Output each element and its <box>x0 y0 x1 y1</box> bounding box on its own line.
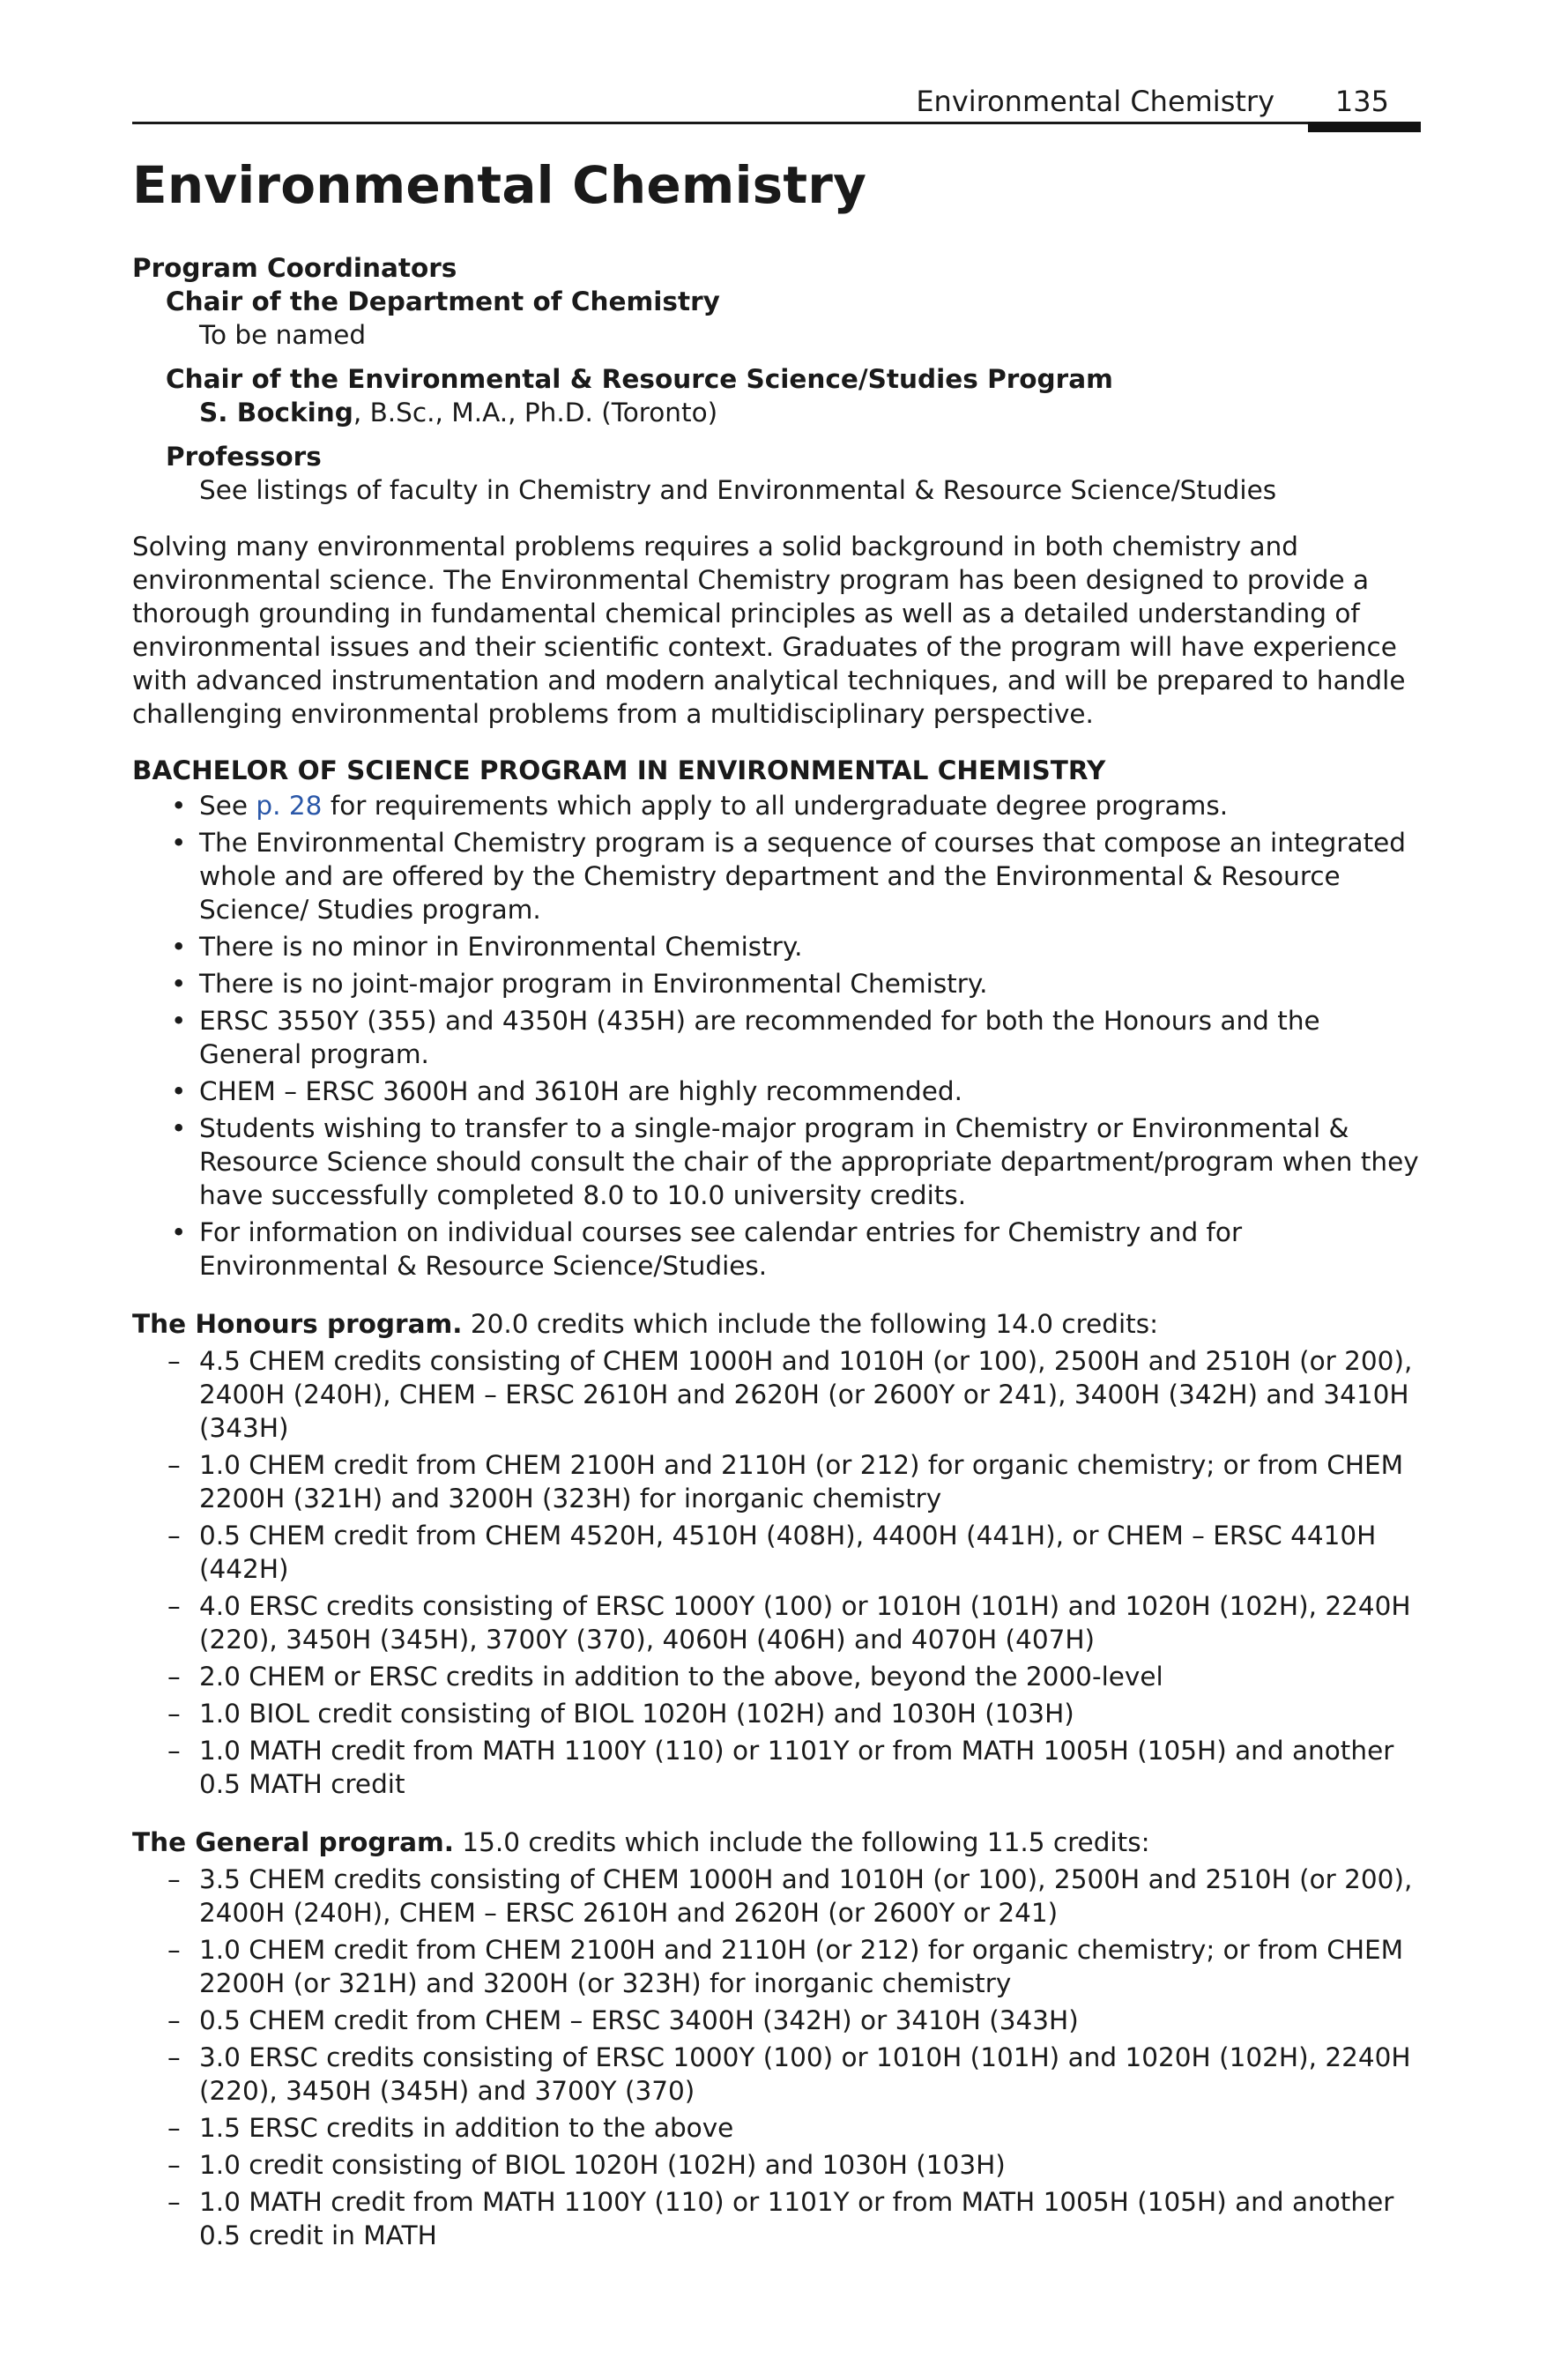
honours-requirement <box>132 1448 1421 1515</box>
general-label: The General program. <box>132 1827 454 1857</box>
bsc-item-text: There is no minor in Environmental Chemistry. <box>199 932 803 962</box>
bsc-item-text: The Environmental Chemistry program is a sequence of courses that compose an integrated whole and are offered by the Chemistry department and the Environmental & Resource Science/ Studies program. <box>199 828 1407 925</box>
page-title: Environmental Chemistry <box>132 155 867 215</box>
dash-mark: – <box>167 1662 181 1692</box>
bsc-item <box>132 1075 1421 1108</box>
honours-requirement <box>132 1697 1421 1730</box>
dash-mark: – <box>167 2005 181 2035</box>
bsc-list <box>132 789 1421 1283</box>
general-requirement <box>132 2041 1421 2108</box>
bsc-item <box>132 826 1421 926</box>
general-requirement <box>132 2148 1421 2182</box>
dash-mark: – <box>167 1699 181 1729</box>
dash-mark: – <box>167 1521 181 1551</box>
bsc-item-text: There is no joint-major program in Environmental Chemistry. <box>199 969 988 999</box>
general-list <box>132 1863 1421 2252</box>
dash-mark: – <box>167 1935 181 1965</box>
honours-requirement-text: 1.0 MATH credit from MATH 1100Y (110) or 1101Y or from MATH 1005H (105H) and another 0.5 MATH credit <box>199 1736 1394 1799</box>
bsc-item <box>132 789 1421 822</box>
bsc-heading: BACHELOR OF SCIENCE PROGRAM IN ENVIRONMENTAL CHEMISTRY <box>132 755 1106 785</box>
coordinator-ers-degrees: , B.Sc., M.A., Ph.D. (Toronto) <box>353 398 718 428</box>
honours-requirement-text: 1.0 BIOL credit consisting of BIOL 1020H (102H) and 1030H (103H) <box>199 1699 1074 1729</box>
bsc-item <box>132 1216 1421 1283</box>
honours-list <box>132 1344 1421 1801</box>
bullet-mark: • <box>171 828 187 858</box>
general-requirement-text: 1.5 ERSC credits in addition to the above <box>199 2113 734 2143</box>
bullet-mark: • <box>171 932 187 962</box>
coordinator-professors <box>166 440 1421 507</box>
general-requirement-text: 3.5 CHEM credits consisting of CHEM 1000H and 1010H (or 100), 2500H and 2510H (or 200), 2400H (240H), CHEM – ERSC 2610H and 2620H (or 2600Y or 241) <box>199 1864 1413 1928</box>
coordinator-ers-role: Chair of the Environmental & Resource Science/Studies Program <box>166 364 1113 394</box>
honours-requirement <box>132 1589 1421 1656</box>
calendar-page <box>132 0 1421 2380</box>
honours-requirement-text: 4.0 ERSC credits consisting of ERSC 1000Y (100) or 1010H (101H) and 1020H (102H), 2240H (220), 3450H (345H), 3700Y (370), 4060H (406H) and 4070H (407H) <box>199 1591 1411 1655</box>
honours-program-heading <box>132 1307 1421 1341</box>
honours-summary: 20.0 credits which include the following 14.0 credits: <box>462 1309 1159 1339</box>
bsc-item-post: for requirements which apply to all undergraduate degree programs. <box>322 791 1229 821</box>
bullet-mark: • <box>171 1076 187 1106</box>
general-requirement-text: 1.0 CHEM credit from CHEM 2100H and 2110H (or 212) for organic chemistry; or from CHEM 2200H (or 321H) and 3200H (or 323H) for inorganic chemistry <box>199 1935 1404 1998</box>
honours-requirement <box>132 1519 1421 1586</box>
page-number: 135 <box>1334 85 1389 118</box>
general-requirement <box>132 1933 1421 2000</box>
page-28-link[interactable]: p. 28 <box>256 791 323 821</box>
dash-mark: – <box>167 2113 181 2143</box>
dash-mark: – <box>167 1591 181 1621</box>
honours-requirement-text: 1.0 CHEM credit from CHEM 2100H and 2110H (or 212) for organic chemistry; or from CHEM 2200H (321H) and 3200H (323H) for inorganic chemistry <box>199 1450 1404 1514</box>
bullet-mark: • <box>171 791 187 821</box>
dash-mark: – <box>167 1346 181 1376</box>
coordinator-chem-role: Chair of the Department of Chemistry <box>166 286 720 316</box>
honours-requirement <box>132 1660 1421 1693</box>
honours-requirement-text: 0.5 CHEM credit from CHEM 4520H, 4510H (408H), 4400H (441H), or CHEM – ERSC 4410H (442H) <box>199 1521 1377 1584</box>
header-rule <box>132 122 1421 124</box>
bullet-mark: • <box>171 1217 187 1247</box>
running-header-section: Environmental Chemistry <box>916 85 1274 118</box>
bsc-item-text: CHEM – ERSC 3600H and 3610H are highly recommended. <box>199 1076 962 1106</box>
professors-text: See listings of faculty in Chemistry and Environmental & Resource Science/Studies <box>199 475 1277 505</box>
coordinator-ers-name: S. Bocking <box>199 398 353 428</box>
coordinator-chem <box>166 285 1421 352</box>
general-requirement <box>132 2185 1421 2252</box>
bsc-item-pre: See <box>199 791 256 821</box>
coordinators-heading: Program Coordinators <box>132 253 457 283</box>
honours-requirement-text: 4.5 CHEM credits consisting of CHEM 1000H and 1010H (or 100), 2500H and 2510H (or 200), 2400H (240H), CHEM – ERSC 2610H and 2620H (or 2600Y or 241), 3400H (342H) and 3410H (343H) <box>199 1346 1413 1443</box>
bsc-item-text: Students wishing to transfer to a single-major program in Chemistry or Environmental & Resource Science should consult the chair of the appropriate department/program when they have successfully completed 8.0 to 10.0 university credits. <box>199 1113 1419 1210</box>
coordinator-ers-detail <box>199 396 1421 429</box>
general-requirement <box>132 1863 1421 1930</box>
bsc-item <box>132 967 1421 1000</box>
bullet-mark: • <box>171 1006 187 1036</box>
header-tab-marker <box>1308 122 1421 132</box>
dash-mark: – <box>167 1450 181 1480</box>
professors-role: Professors <box>166 442 322 472</box>
general-requirement <box>132 2004 1421 2037</box>
intro-paragraph: Solving many environmental problems requires a solid background in both chemistry and environmental science. The Environmental Chemistry program has been designed to provide a thorough grounding in fundamental chemical principles as well as a detailed understanding of environmental issues and their scientific context. Graduates of the program will have experience with advanced instrumentation and modern analytical techniques, and will be prepared to handle challenging environmental problems from a multidisciplinary perspective. <box>132 532 1406 729</box>
bsc-item <box>132 930 1421 963</box>
general-summary: 15.0 credits which include the following 11.5 credits: <box>453 1827 1150 1857</box>
dash-mark: – <box>167 1864 181 1894</box>
honours-requirement <box>132 1734 1421 1801</box>
general-requirement <box>132 2111 1421 2145</box>
general-requirement-text: 1.0 credit consisting of BIOL 1020H (102H) and 1030H (103H) <box>199 2150 1006 2180</box>
coordinator-ers <box>166 362 1421 429</box>
bsc-item-text: ERSC 3550Y (355) and 4350H (435H) are recommended for both the Honours and the General program. <box>199 1006 1320 1069</box>
coordinator-chem-name: To be named <box>199 320 367 350</box>
honours-requirement <box>132 1344 1421 1445</box>
bsc-item <box>132 1112 1421 1212</box>
bsc-item <box>132 1004 1421 1071</box>
honours-requirement-text: 2.0 CHEM or ERSC credits in addition to the above, beyond the 2000-level <box>199 1662 1163 1692</box>
general-requirement-text: 0.5 CHEM credit from CHEM – ERSC 3400H (342H) or 3410H (343H) <box>199 2005 1079 2035</box>
page-content <box>132 251 1421 2256</box>
general-requirement-text: 1.0 MATH credit from MATH 1100Y (110) or 1101Y or from MATH 1005H (105H) and another 0.5 credit in MATH <box>199 2187 1394 2250</box>
dash-mark: – <box>167 1736 181 1766</box>
dash-mark: – <box>167 2150 181 2180</box>
bullet-mark: • <box>171 1113 187 1143</box>
honours-label: The Honours program. <box>132 1309 463 1339</box>
bsc-item-text: For information on individual courses see calendar entries for Chemistry and for Environmental & Resource Science/Studies. <box>199 1217 1243 1281</box>
bullet-mark: • <box>171 969 187 999</box>
dash-mark: – <box>167 2042 181 2072</box>
dash-mark: – <box>167 2187 181 2217</box>
running-header <box>132 81 1421 123</box>
general-requirement-text: 3.0 ERSC credits consisting of ERSC 1000Y (100) or 1010H (101H) and 1020H (102H), 2240H (220), 3450H (345H) and 3700Y (370) <box>199 2042 1411 2106</box>
general-program-heading <box>132 1826 1421 1859</box>
